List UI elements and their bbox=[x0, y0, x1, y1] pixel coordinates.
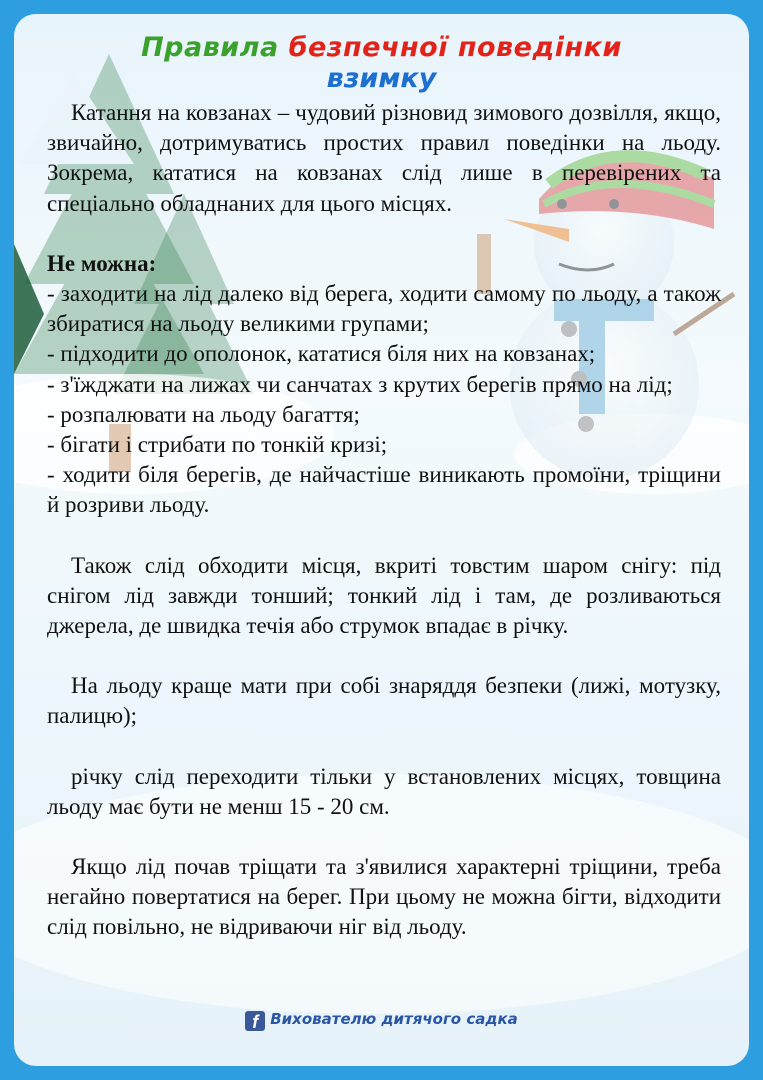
forbidden-item: - підходити до ополонок, кататися біля них на ковзанах; bbox=[47, 341, 596, 367]
forbidden-item: - ходити біля берегів, де найчастіше виникають промоїни, тріщини й розриви льоду. bbox=[47, 462, 721, 518]
title-part-1: Правила bbox=[141, 32, 279, 63]
footer-credit bbox=[14, 1010, 749, 1031]
forbidden-item: - з'їжджати на лижах чи санчатах з крутих берегів прямо на лід; bbox=[47, 371, 673, 397]
forbidden-item: - заходити на лід далеко від берега, ходити самому по льоду, а також збиратися на льоду великими групами; bbox=[47, 281, 721, 337]
body-text bbox=[47, 98, 721, 943]
cracking-paragraph: Якщо лід почав тріщати та з'явилися характерні тріщини, треба негайно повертатися на берег. При цьому не можна бігти, відходити слід повільно, не відриваючи ніг від льоду. bbox=[47, 854, 721, 940]
crossing-paragraph: річку слід переходити тільки у встановлених місцях, товщина льоду має бути не менш 15 - 20 см. bbox=[47, 763, 721, 819]
title-line-2: взимку bbox=[326, 63, 437, 94]
poster-title bbox=[14, 32, 749, 94]
title-line-1 bbox=[14, 32, 749, 64]
avoid-paragraph: Також слід обходити місця, вкриті товстим шаром снігу: під снігом лід завжди тонший; тонкий лід і там, де розливаються джерела, де швидка течія або струмок впадає в річку. bbox=[47, 552, 721, 639]
forbidden-item: - розпалювати на льоду багаття; bbox=[47, 401, 360, 427]
title-part-2: безпечної поведінки bbox=[288, 32, 622, 63]
footer-label: Вихователю дитячого садка bbox=[270, 1010, 518, 1028]
forbidden-heading: Не можна: bbox=[47, 250, 157, 276]
forbidden-item: - бігати і стрибати по тонкій кризі; bbox=[47, 432, 388, 458]
facebook-icon: f bbox=[245, 1011, 265, 1031]
equipment-paragraph: На льоду краще мати при собі знаряддя безпеки (лижі, мотузку, палицю); bbox=[47, 673, 721, 729]
poster-panel bbox=[14, 14, 749, 1066]
intro-paragraph: Катання на ковзанах – чудовий різновид зимового дозвілля, якщо, звичайно, дотримуватись простих правил поведінки на льоду. Зокрема, кататися на ковзанах слід лише в перевірених та спеціально обладнаних для цього місцях. bbox=[47, 100, 721, 216]
